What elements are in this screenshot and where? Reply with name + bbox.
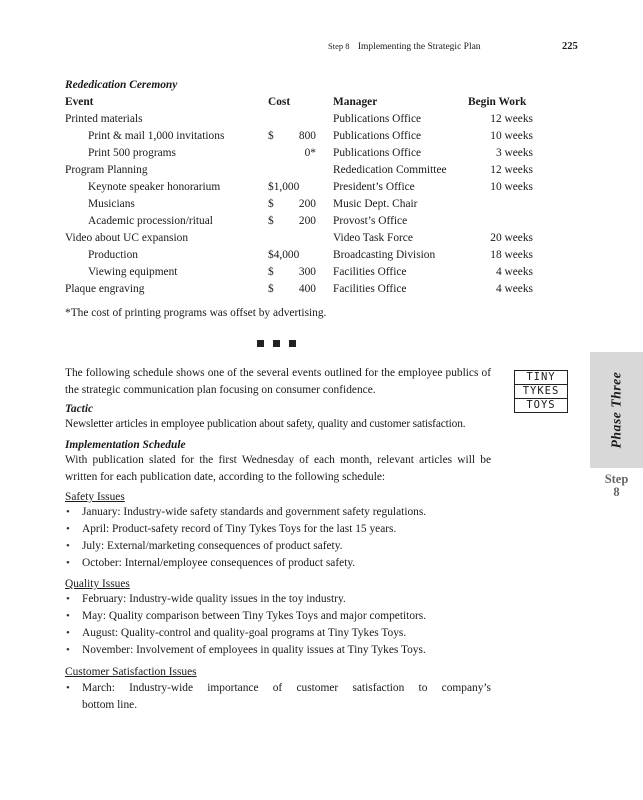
list-item: • April: Product-safety record of Tiny Tykes Toys for the last 15 years. (65, 521, 491, 538)
manager-cell: Facilities Office (333, 283, 407, 295)
cost-cell (268, 198, 316, 215)
begin-work-cell: 4 weeks (495, 266, 533, 278)
step-number: 8 (613, 485, 620, 499)
tactic-text: Newsletter articles in employee publication about safety, quality and customer satisfaction. (65, 418, 466, 430)
event-cell: Keynote speaker honorarium (88, 181, 221, 193)
cost-currency: $4,000 (268, 249, 300, 261)
logo-line-toys: TOYS (526, 399, 556, 411)
begin-work-cell (468, 198, 549, 215)
manager-cell: Provost’s Office (333, 215, 408, 227)
cost-amount: 300 (298, 266, 316, 278)
manager-cell: Video Task Force (333, 232, 413, 244)
table-row (65, 198, 549, 215)
list-item (65, 680, 491, 714)
event-cell: Plaque engraving (65, 283, 145, 295)
logo-line-tykes: TYKES (515, 385, 567, 399)
list-item: • May: Quality comparison between Tiny Tykes Toys and major competitors. (65, 608, 491, 625)
cost-cell (268, 215, 316, 232)
customer-item-line1: • March: Industry-wide importance of customer satisfaction to company’s (82, 682, 491, 694)
divider-square (257, 340, 264, 347)
begin-work-cell: 20 weeks (490, 232, 533, 244)
table-row (65, 113, 549, 130)
cost-cell (268, 181, 316, 198)
logo-line-tiny: TINY (515, 371, 567, 385)
cost-currency: $ (268, 130, 274, 142)
list-item: • October: Internal/employee consequences of product safety. (65, 555, 491, 572)
table-row (65, 215, 549, 232)
event-cell: Print & mail 1,000 invitations (88, 130, 225, 142)
table-row (65, 266, 549, 283)
intro-paragraph: The following schedule shows one of the several events outlined for the employee publics of the strategic communication plan focusing on consumer confidence. (65, 367, 491, 396)
cost-amount: 200 (298, 198, 316, 210)
cost-amount: 400 (298, 283, 316, 295)
table-row (65, 181, 549, 198)
header-chapter-title: Implementing the Strategic Plan (357, 42, 481, 52)
table-row (65, 130, 549, 147)
cost-cell (268, 232, 316, 249)
cost-currency: $ (268, 215, 274, 227)
manager-cell: Music Dept. Chair (333, 198, 418, 210)
manager-cell: President’s Office (333, 181, 415, 193)
section-divider (257, 340, 296, 347)
phase-side-tab (590, 352, 643, 468)
column-header-cost: Cost (268, 96, 291, 108)
manager-cell: Publications Office (333, 147, 422, 159)
begin-work-cell: 12 weeks (490, 164, 533, 176)
begin-work-cell: 3 weeks (495, 147, 533, 159)
manager-cell: Rededication Committee (333, 164, 447, 176)
column-header-begin-work: Begin Work (468, 96, 527, 108)
cost-currency: $ (268, 198, 274, 210)
cost-cell (268, 113, 316, 130)
manager-cell: Broadcasting Division (333, 249, 436, 261)
begin-work-cell: 12 weeks (490, 113, 533, 125)
event-cell: Video about UC expansion (65, 232, 189, 244)
cost-amount: 200 (298, 215, 316, 227)
ceremony-table (65, 96, 549, 300)
schedule-text: With publication slated for the first Wednesday of each month, relevant articles will be written for each publication date, according to the following schedule: (65, 454, 491, 483)
cost-cell (268, 147, 316, 164)
event-cell: Musicians (88, 198, 135, 210)
safety-list (65, 504, 491, 572)
manager-cell: Publications Office (333, 113, 422, 125)
divider-square (289, 340, 296, 347)
event-cell: Production (88, 249, 138, 261)
begin-work-cell: 10 weeks (490, 181, 533, 193)
cost-cell (268, 130, 316, 147)
customer-item-line2: bottom line. (82, 699, 138, 711)
list-item: • January: Industry-wide safety standards and government safety regulations. (65, 504, 491, 521)
event-cell: Academic procession/ritual (88, 215, 213, 227)
begin-work-cell: 18 weeks (490, 249, 533, 261)
tactic-heading: Tactic (65, 403, 94, 415)
customer-heading: Customer Satisfaction Issues (65, 666, 197, 678)
begin-work-cell (468, 215, 549, 232)
ceremony-title: Rededication Ceremony (65, 79, 178, 91)
event-cell: Print 500 programs (88, 147, 176, 159)
cost-cell (268, 283, 316, 300)
begin-work-cell: 4 weeks (495, 283, 533, 295)
table-row (65, 164, 549, 181)
column-header-event: Event (65, 96, 94, 108)
table-row (65, 283, 549, 300)
cost-cell (268, 266, 316, 283)
list-item: • November: Involvement of employees in quality issues at Tiny Tykes Toys. (65, 642, 491, 659)
cost-currency: $ (268, 266, 274, 278)
step-word: Step (604, 472, 629, 486)
header-step-label: Step 8 (328, 41, 350, 51)
cost-cell (268, 164, 316, 181)
table-row (65, 147, 549, 164)
table-row (65, 232, 549, 249)
event-cell: Viewing equipment (88, 266, 178, 278)
tiny-tykes-toys-logo (514, 370, 568, 413)
step-indicator (590, 473, 643, 499)
cost-cell (268, 249, 316, 266)
cost-amount: 800 (298, 130, 316, 142)
manager-cell: Facilities Office (333, 266, 407, 278)
manager-cell: Publications Office (333, 130, 422, 142)
table-header-row (65, 96, 549, 113)
cost-currency: $1,000 (268, 181, 300, 193)
list-item: • July: External/marketing consequences of product safety. (65, 538, 491, 555)
page-number: 225 (562, 41, 578, 52)
event-cell: Printed materials (65, 113, 143, 125)
begin-work-cell: 10 weeks (490, 130, 533, 142)
running-header (0, 41, 643, 55)
list-item: • February: Industry-wide quality issues in the toy industry. (65, 591, 491, 608)
column-header-manager: Manager (333, 96, 378, 108)
schedule-heading: Implementation Schedule (65, 439, 186, 451)
cost-amount: 0* (304, 147, 316, 159)
safety-heading: Safety Issues (65, 491, 125, 503)
quality-heading: Quality Issues (65, 578, 130, 590)
list-item: • August: Quality-control and quality-goal programs at Tiny Tykes Toys. (65, 625, 491, 642)
phase-label: Phase Three (608, 371, 624, 449)
ceremony-footnote: *The cost of printing programs was offset by advertising. (65, 307, 327, 319)
event-cell: Program Planning (65, 164, 148, 176)
cost-currency: $ (268, 283, 274, 295)
divider-square (273, 340, 280, 347)
customer-list (65, 680, 491, 714)
table-row (65, 249, 549, 266)
quality-list (65, 591, 491, 659)
